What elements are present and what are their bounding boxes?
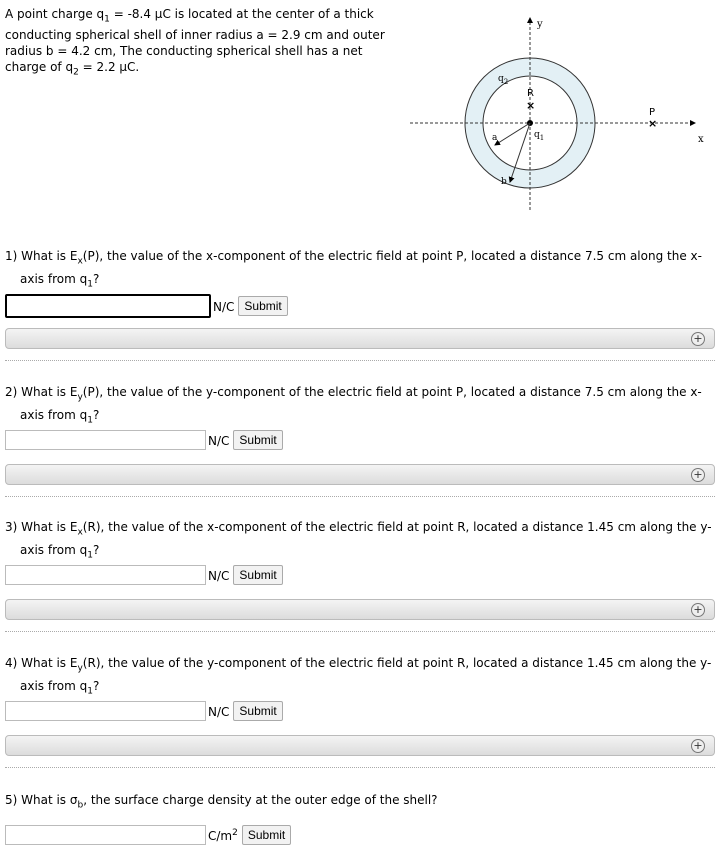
plus-circle-icon[interactable]: +: [691, 468, 705, 482]
question-3: [0, 518, 722, 565]
unit-label: N/C: [213, 299, 235, 314]
hint-bar-4[interactable]: [5, 735, 715, 756]
label-P: P: [649, 107, 656, 118]
question-1: [0, 247, 722, 294]
unit-label: N/C: [208, 568, 230, 583]
submit-button[interactable]: Submit: [233, 565, 282, 585]
submit-button[interactable]: Submit: [233, 430, 282, 450]
label-R: R: [527, 88, 534, 99]
divider: [5, 631, 715, 632]
answer-row-4: [5, 701, 283, 721]
answer-row-1: [5, 294, 288, 318]
svg-text:x: x: [698, 134, 704, 145]
answer-input[interactable]: [5, 565, 206, 585]
svg-text:a: a: [492, 133, 498, 143]
unit-label: N/C: [208, 704, 230, 719]
shell-diagram: [400, 10, 720, 220]
answer-input[interactable]: [5, 294, 211, 318]
unit-label: $C/m^2$: [208, 827, 238, 843]
question-5: [0, 791, 722, 814]
submit-button[interactable]: Submit: [242, 825, 291, 845]
question-4: [0, 654, 722, 701]
question-text: 5) What is $\sigma_b$, the surface charge density at the outer edge of the shell?: [5, 793, 438, 811]
answer-row-5: [5, 825, 291, 845]
submit-button[interactable]: Submit: [233, 701, 282, 721]
plus-circle-icon[interactable]: +: [691, 603, 705, 617]
problem-statement: A point charge $q_1 = -8.4$ μC is located at the center of a thick conducting spherical shell of inner radius a = 2.9 cm and outer radius b = 4.2 cm, The conducting spherical shell has a net charge of $q_2 = 2.2$ μC.: [5, 7, 385, 78]
plus-circle-icon[interactable]: +: [691, 739, 705, 753]
submit-button[interactable]: Submit: [238, 296, 287, 316]
svg-text:q2: $q_2$: [498, 74, 509, 86]
plus-circle-icon[interactable]: +: [691, 332, 705, 346]
question-text: 2) What is $E_y(P)$, the value of the y-component of the electric field at point P, located a distance 7.5 cm along the x-axis from $q_1$?: [5, 385, 702, 426]
point-R-marker: ×: [526, 99, 536, 112]
answer-input[interactable]: [5, 430, 206, 450]
answer-row-2: [5, 430, 283, 450]
divider: [5, 496, 715, 497]
question-text: 3) What is $E_x(R)$, the value of the x-component of the electric field at point R, located a distance 1.45 cm along the y-axis from $q_1$?: [5, 520, 712, 561]
answer-row-3: [5, 565, 283, 585]
question-2: [0, 383, 722, 430]
question-text: 4) What is $E_y(R)$, the value of the y-component of the electric field at point R, located a distance 1.45 cm along the y-axis from $q_1$?: [5, 656, 712, 697]
svg-text:y: y: [537, 19, 543, 30]
hint-bar-3[interactable]: [5, 599, 715, 620]
svg-text:b: b: [501, 177, 507, 187]
svg-text:q1: $q_1$: [534, 130, 545, 142]
answer-input[interactable]: [5, 825, 206, 845]
question-text: 1) What is $E_x(P)$, the value of the x-component of the electric field at point P, located a distance 7.5 cm along the x-axis from $q_1$?: [5, 249, 702, 290]
divider: [5, 767, 715, 768]
unit-label: N/C: [208, 433, 230, 448]
point-P-marker: ×: [648, 117, 658, 130]
answer-input[interactable]: [5, 701, 206, 721]
hint-bar-2[interactable]: [5, 464, 715, 485]
hint-bar-1[interactable]: [5, 328, 715, 349]
divider: [5, 360, 715, 361]
